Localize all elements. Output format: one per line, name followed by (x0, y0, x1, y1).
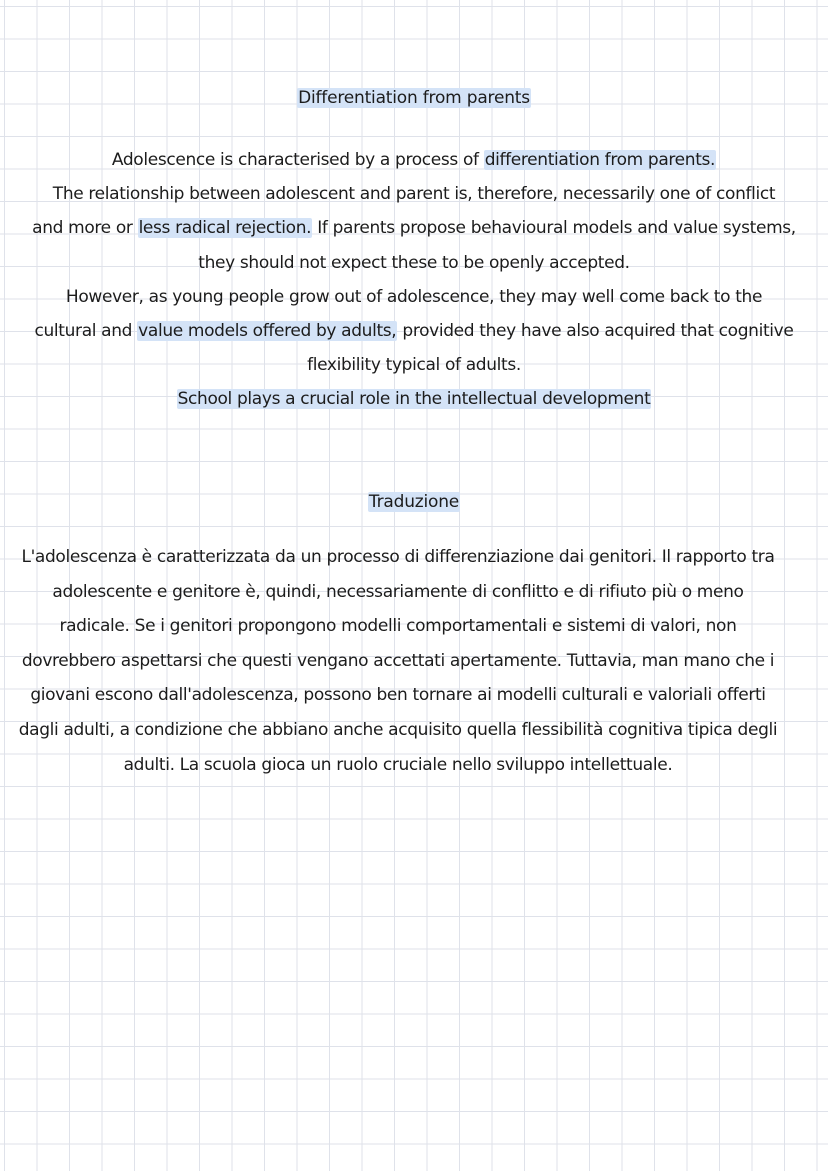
english-line: flexibility typical of adults. (307, 355, 521, 376)
italian-paragraph (0, 540, 796, 782)
english-line (0, 382, 828, 416)
italian-line: adulti. La scuola gioca un ruolo cruciale nello sviluppo intellettuale. (123, 754, 673, 775)
highlight: value models offered by adults, (138, 321, 397, 342)
italian-line: giovani escono dall'adolescenza, possono ben tornare ai modelli culturali e valoriali offerti (30, 685, 766, 706)
english-title-text: Differentiation from parents (298, 88, 530, 108)
italian-line: dagli adulti, a condizione che abbiano anche acquisito quella flessibilità cognitiva tipica degli (18, 719, 778, 740)
english-line: and more or less radical rejection. If parents propose behavioural models and value systems, (32, 218, 796, 239)
english-paragraph (0, 143, 828, 417)
english-line: they should not expect these to be openly accepted. (198, 252, 630, 273)
english-line: cultural and value models offered by adults, provided they have also acquired that cognitive (34, 321, 794, 342)
english-line: The relationship between adolescent and parent is, therefore, necessarily one of conflict (52, 184, 776, 205)
italian-line: L'adolescenza è caratterizzata da un processo di differenziazione dai genitori. Il rapporto tra (21, 547, 775, 567)
english-line: Adolescence is characterised by a process of differentiation from parents. (111, 150, 716, 170)
italian-line: radicale. Se i genitori propongono modelli comportamentali e sistemi di valori, non (59, 616, 737, 637)
italian-line: dovrebbero aspettarsi che questi vengano accettati apertamente. Tuttavia, man mano che i (21, 650, 775, 671)
italian-title-text: Traduzione (368, 492, 460, 512)
italian-line: adolescente e genitore è, quindi, necessariamente di conflitto e di rifiuto più o meno (52, 581, 744, 602)
italian-title (0, 492, 828, 512)
highlight: School plays a crucial role in the intellectual development (177, 389, 651, 410)
highlight: less radical rejection. (138, 218, 312, 239)
english-line: However, as young people grow out of adolescence, they may well come back to the (65, 286, 763, 307)
english-title (0, 88, 828, 108)
highlight: differentiation from parents. (484, 150, 716, 170)
